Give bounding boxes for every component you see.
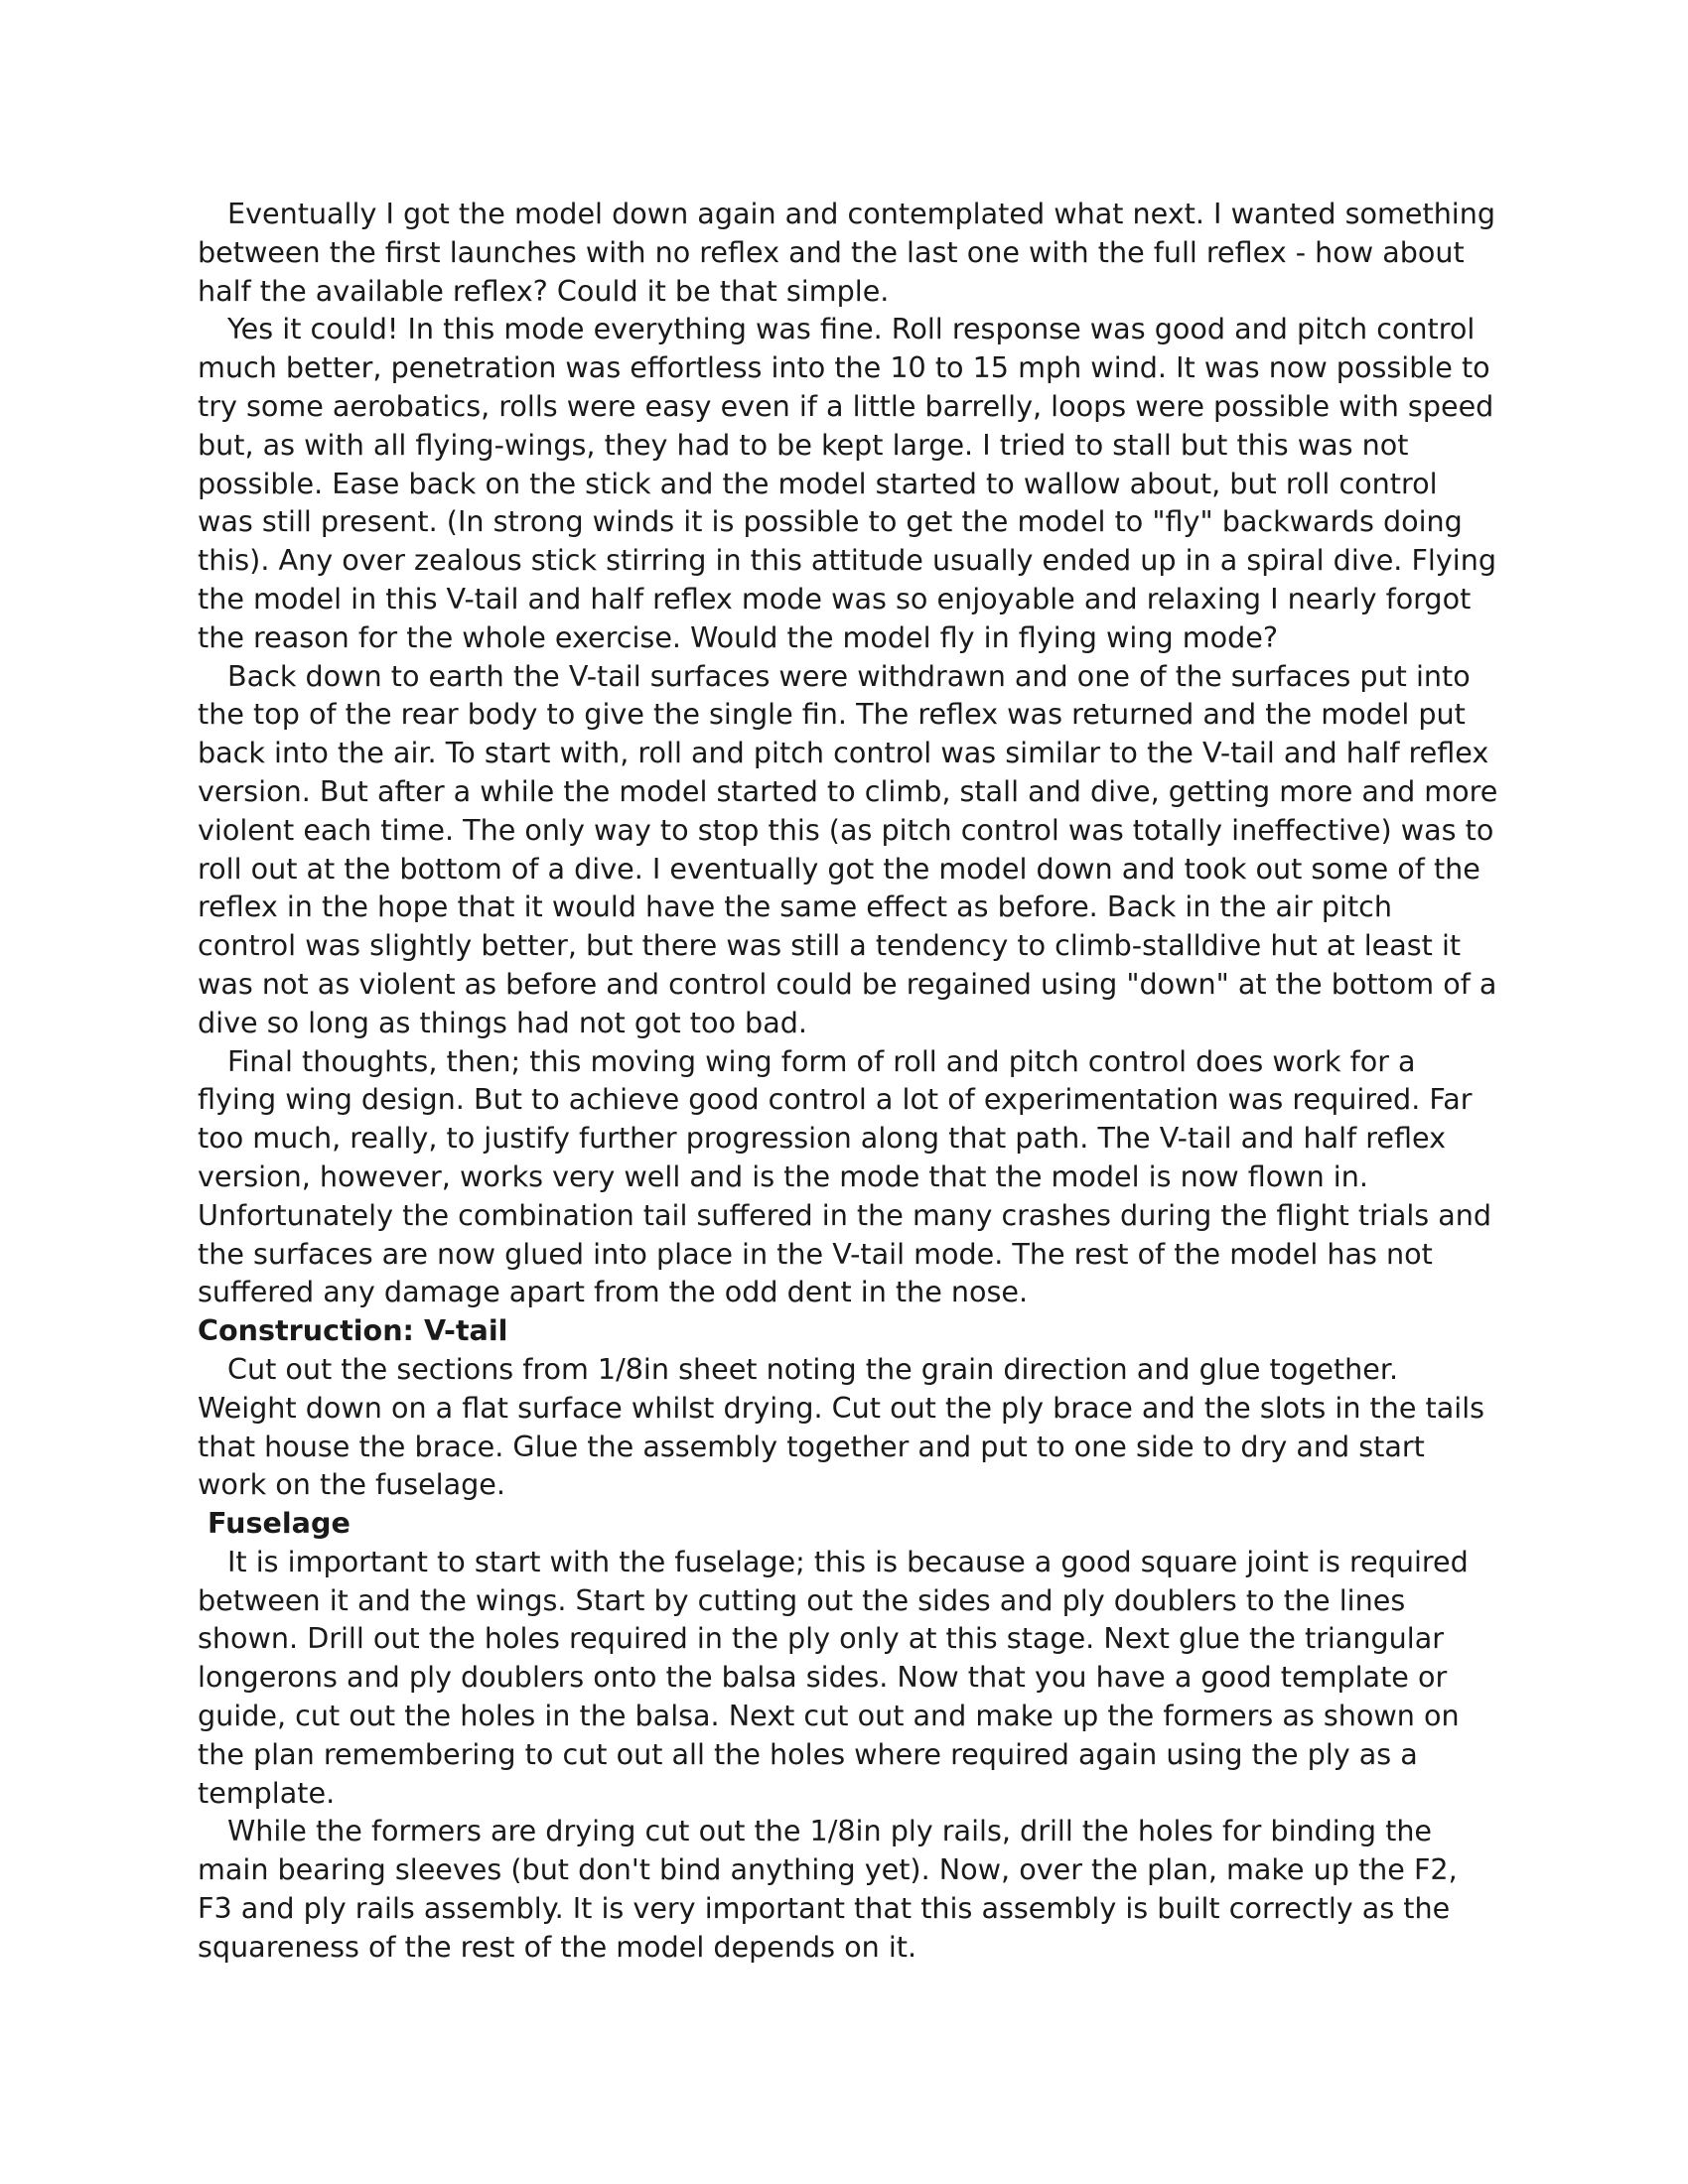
paragraph-fuselage-rails: While the formers are drying cut out the 1/8in ply rails, drill the holes for binding the main bearing sleeves (but don't bind anything yet). Now, over the plan, make up the F2, F3 and ply rails assembly. It is very important that this assembly is built correctly as the squareness of the rest of the model depends on it. (198, 1814, 1458, 1964)
paragraph-final-thoughts: Final thoughts, then; this moving wing form of roll and pitch control does work for a flying wing design. But to achieve good control a lot of experimentation was required. Far too much, really, to justify further progression along that path. The V-tail and half reflex version, however, works very well and is the mode that the model is now flown in. Unfortunately the combination tail suffered in the many crashes during the flight trials and the surfaces are now glued into place in the V-tail mode. The rest of the model has not suffered any damage apart from the odd dent in the nose. (198, 1043, 1492, 1309)
paragraph-flying-wing-mode-flight: Back down to earth the V-tail surfaces were withdrawn and one of the surfaces put into the top of the rear body to give the single fin. The reflex was returned and the model put back into the air. To start with, roll and pitch control was similar to the V-tail and half reflex version. But after a while the model started to climb, stall and dive, getting more and more violent each time. The only way to stop this (as pitch control was totally ineffective) was to roll out at the bottom of a dive. I eventually got the model down and took out some of the reflex in the hope that it would have the same effect as before. Back in the air pitch control was slightly better, but there was still a tendency to climb-stalldive hut at least it was not as violent as before and control could be regained using "down" at the bottom of a dive so long as things had not got too bad. (198, 658, 1498, 1039)
heading-fuselage: Fuselage (208, 1506, 351, 1541)
paragraph-v-tail-half-reflex-flight: Yes it could! In this mode everything was fine. Roll response was good and pitch control much better, penetration was effortless into the 10 to 15 mph wind. It was now possible to try some aerobatics, rolls were easy even if a little barrelly, loops were possible with speed but, as with all flying-wings, they had to be kept large. I tried to stall but this was not possible. Ease back on the stick and the model started to wallow about, but roll control was still present. (In strong winds it is possible to get the model to "fly" backwards doing this). Any over zealous stick stirring in this attitude usually ended up in a spiral dive. Flying the model in this V-tail and half reflex mode was so enjoyable and relaxing I nearly forgot the reason for the whole exercise. Would the model fly in flying wing mode? (198, 312, 1496, 654)
paragraph-v-tail-construction: Cut out the sections from 1/8in sheet noting the grain direction and glue together. Weight down on a flat surface whilst drying. Cut out the ply brace and the slots in the tails that house the brace. Glue the assembly together and put to one side to dry and start work on the fuselage. (198, 1351, 1485, 1502)
document-page (198, 195, 1498, 1967)
paragraph-half-reflex-question: Eventually I got the model down again and contemplated what next. I wanted something between the first launches with no reflex and the last one with the full reflex - how about half the available reflex? Could it be that simple. (198, 197, 1496, 308)
paragraph-fuselage-sides: It is important to start with the fuselage; this is because a good square joint is required between it and the wings. Start by cutting out the sides and ply doublers to the lines shown. Drill out the holes required in the ply only at this stage. Next glue the triangular longerons and ply doublers onto the balsa sides. Now that you have a good template or guide, cut out the holes in the balsa. Next cut out and make up the formers as shown on the plan remembering to cut out all the holes where required again using the ply as a template. (198, 1544, 1469, 1810)
heading-construction-v-tail: Construction: V-tail (198, 1313, 508, 1348)
